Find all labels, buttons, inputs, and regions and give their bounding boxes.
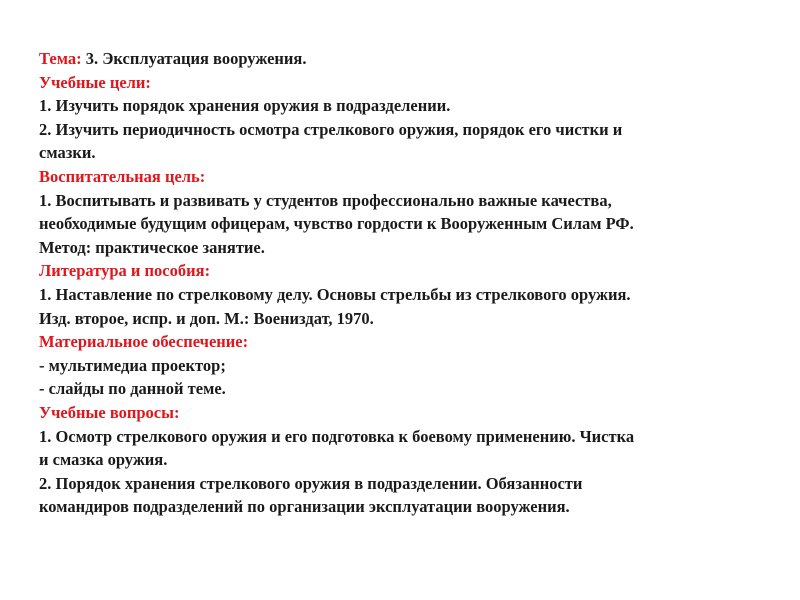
literature-line-2: Изд. второе, испр. и доп. М.: Воениздат, 1970.: [39, 308, 374, 328]
theme-label: Тема:: [39, 49, 82, 68]
questions-line-4: командиров подразделений по организации эксплуатации вооружения.: [39, 497, 570, 517]
questions-heading: Учебные вопросы:: [39, 402, 180, 422]
education-goal-heading: Воспитательная цель:: [39, 166, 206, 186]
method-line: Метод: практическое занятие.: [39, 237, 265, 257]
questions-line-2: и смазка оружия.: [39, 450, 168, 470]
materials-item-2: - слайды по данной теме.: [39, 379, 226, 399]
lesson-plan-text: [39, 47, 767, 519]
goals-heading: Учебные цели:: [39, 72, 151, 92]
theme-line: [39, 47, 767, 71]
materials-heading: Материальное обеспечение:: [39, 332, 249, 352]
education-goal-line-1: 1. Воспитывать и развивать у студентов профессионально важные качества,: [39, 190, 612, 210]
goals-item-1: 1. Изучить порядок хранения оружия в подразделении.: [39, 96, 451, 116]
goals-item-2: 2. Изучить периодичность осмотра стрелкового оружия, порядок его чистки и: [39, 119, 623, 139]
education-goal-line-2: необходимые будущим офицерам, чувство гордости к Вооруженным Силам РФ.: [39, 214, 634, 234]
questions-line-3: 2. Порядок хранения стрелкового оружия в подразделении. Обязанности: [39, 473, 583, 493]
questions-line-1: 1. Осмотр стрелкового оружия и его подготовка к боевому применению. Чистка: [39, 426, 635, 446]
literature-line-1: 1. Наставление по стрелковому делу. Основы стрельбы из стрелкового оружия.: [39, 284, 631, 304]
literature-heading: Литература и пособия:: [39, 261, 211, 281]
goals-item-2-continued: смазки.: [39, 143, 96, 163]
materials-item-1: - мультимедиа проектор;: [39, 355, 226, 375]
theme-value: 3. Эксплуатация вооружения.: [81, 49, 307, 68]
